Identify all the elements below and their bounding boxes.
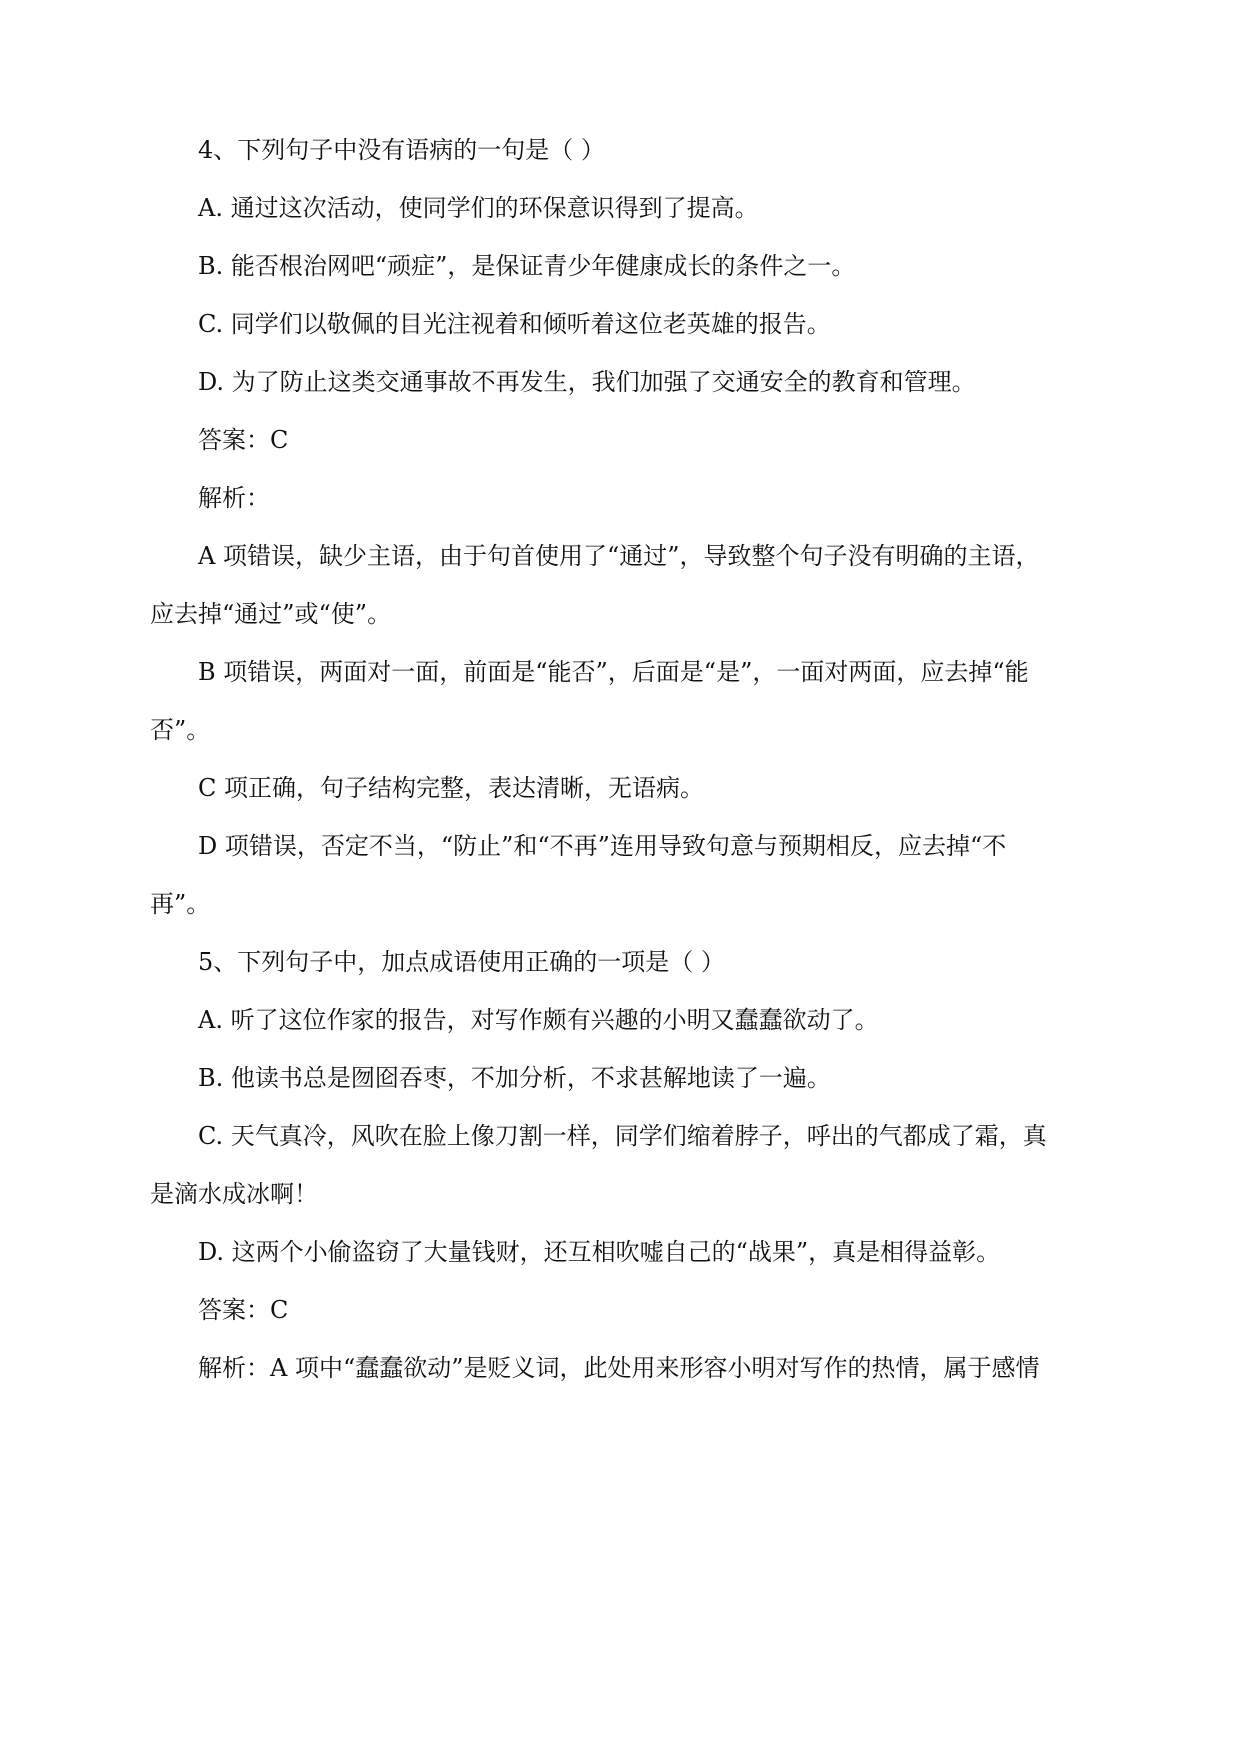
question-4-analysis-line: 应去掉“通过”或“使”。 bbox=[150, 600, 392, 628]
question-5-option-c-continued: 是滴水成冰啊！ bbox=[150, 1180, 318, 1208]
question-4-stem: 4、下列句子中没有语病的一句是（ ） bbox=[198, 136, 605, 164]
question-5-analysis-line: 解析：A 项中“蠢蠢欲动”是贬义词，此处用来形容小明对写作的热情，属于感情 bbox=[198, 1354, 1040, 1382]
question-5-option-a: A. 听了这位作家的报告，对写作颇有兴趣的小明又蠢蠢欲动了。 bbox=[198, 1006, 879, 1034]
question-4-option-b: B. 能否根治网吧“顽症”，是保证青少年健康成长的条件之一。 bbox=[198, 252, 856, 280]
question-4-analysis-line: B 项错误，两面对一面，前面是“能否”，后面是“是”，一面对两面，应去掉“能 bbox=[198, 658, 1029, 686]
question-5-option-c: C. 天气真冷，风吹在脸上像刀割一样，同学们缩着脖子，呼出的气都成了霜，真 bbox=[198, 1122, 1047, 1150]
question-5-answer: 答案：C bbox=[198, 1296, 289, 1324]
question-4-option-d: D. 为了防止这类交通事故不再发生，我们加强了交通安全的教育和管理。 bbox=[198, 368, 976, 396]
question-4-analysis-line: D 项错误，否定不当，“防止”和“不再”连用导致句意与预期相反，应去掉“不 bbox=[198, 832, 1007, 860]
question-4-analysis-line: A 项错误，缺少主语，由于句首使用了“通过”，导致整个句子没有明确的主语， bbox=[198, 542, 1040, 570]
question-4-analysis-label: 解析： bbox=[198, 484, 270, 512]
question-4-analysis-line: 否”。 bbox=[150, 716, 211, 744]
question-5-option-b: B. 他读书总是囫囵吞枣，不加分析，不求甚解地读了一遍。 bbox=[198, 1064, 831, 1092]
question-4-analysis-line: C 项正确，句子结构完整，表达清晰，无语病。 bbox=[198, 774, 704, 802]
question-5-stem: 5、下列句子中，加点成语使用正确的一项是（ ） bbox=[198, 948, 725, 976]
question-4-option-c: C. 同学们以敬佩的目光注视着和倾听着这位老英雄的报告。 bbox=[198, 310, 831, 338]
question-4-answer: 答案：C bbox=[198, 426, 289, 454]
question-4-option-a: A. 通过这次活动，使同学们的环保意识得到了提高。 bbox=[198, 194, 759, 222]
question-5-option-d: D. 这两个小偷盗窃了大量钱财，还互相吹嘘自己的“战果”，真是相得益彰。 bbox=[198, 1238, 1001, 1266]
question-4-analysis-line: 再”。 bbox=[150, 890, 211, 918]
